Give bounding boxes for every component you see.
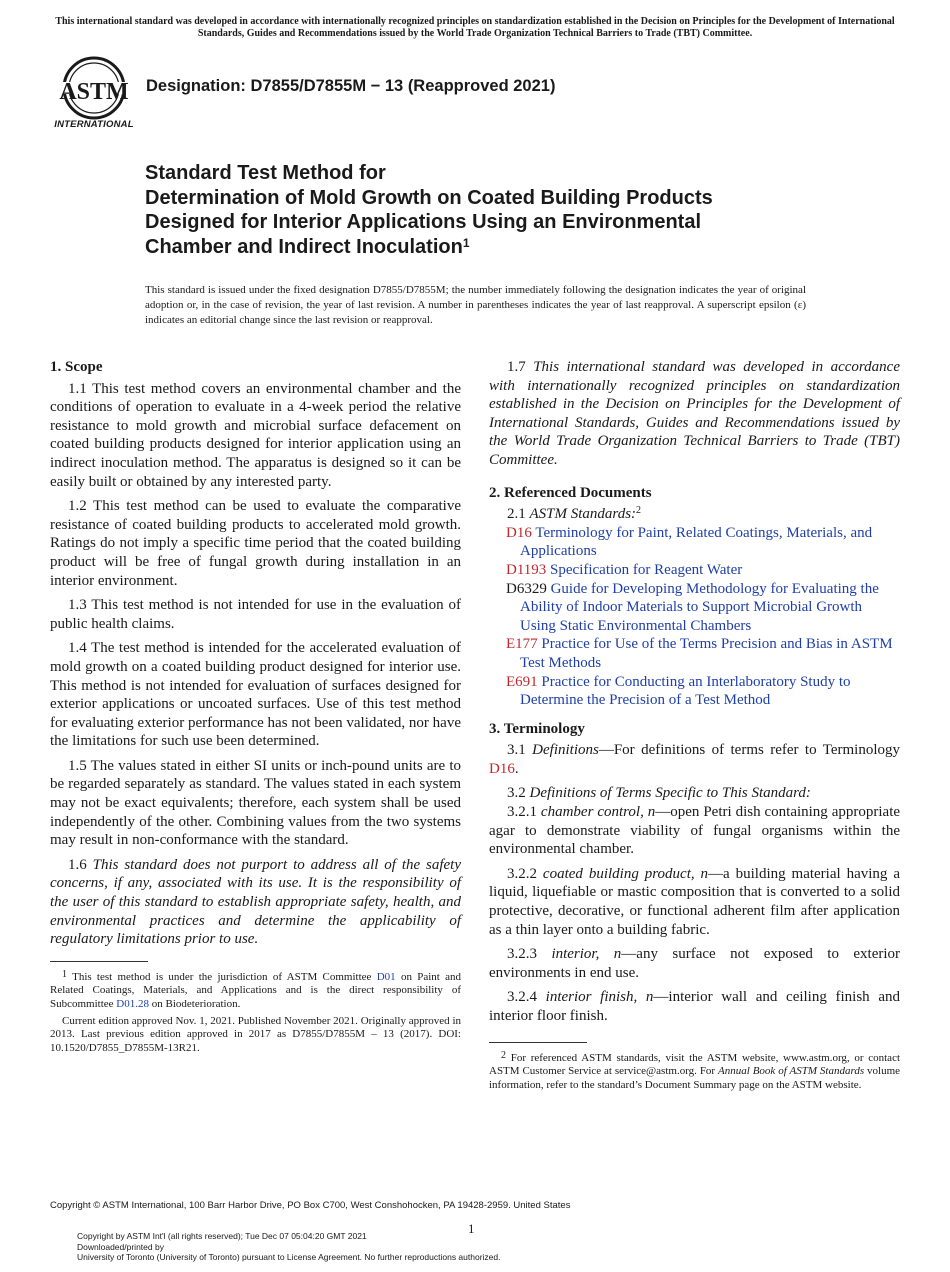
terminology-heading: 3. Terminology: [489, 720, 585, 737]
definition-num: 3.2.1: [507, 804, 537, 821]
definition-text: —interior wall and ceiling finish and interior floor finish.: [489, 989, 900, 1024]
definition-num: 3.2.4: [507, 989, 537, 1006]
designation: Designation: D7855/D7855M − 13 (Reapproved 2021): [146, 77, 556, 95]
definition-text: —any surface not exposed to exterior environments in end use.: [489, 946, 901, 981]
definition-num: 3.2.3: [507, 946, 537, 963]
terminology-3-1: [489, 741, 900, 778]
reference-code-link[interactable]: E177: [506, 636, 538, 653]
page-number: 1: [468, 1221, 475, 1236]
footnote-divider: [489, 1042, 587, 1043]
reference-title-link[interactable]: Specification for Reagent Water: [550, 561, 743, 578]
terminology-3-1-term: Definitions: [532, 742, 599, 759]
definition-num: 3.2.2: [507, 865, 537, 882]
reference-title-link[interactable]: Practice for Use of the Terms Precision and Bias in ASTM Test Methods: [520, 636, 893, 671]
logo-text: ASTM: [59, 79, 129, 105]
right-column: [489, 358, 900, 1095]
scope-1-1: 1.1 This test method covers an environmental chamber and the conditions of operation to evaluate in a 4-week period the relative resistance to mold growth and microbial surface defacement on coated building products designed for interior application using an indirect inoculation method. The apparatus is designed so it can be easily built or obtained by any interested party.: [50, 380, 461, 490]
footnote-2: [489, 1049, 901, 1093]
footnote-1-mark: 1: [62, 968, 67, 980]
definition-term: coated building product, n: [542, 865, 709, 882]
scope-heading: 1. Scope: [50, 359, 103, 375]
definition-3-2-2: [489, 865, 900, 939]
astm-logo-icon: [54, 55, 134, 121]
logo-label: INTERNATIONAL: [54, 119, 134, 130]
title-line-2: Determination of Mold Growth on Coated Building Products: [145, 186, 713, 209]
footnote-1-b: on Paint and Related Coatings, Materials, and Applications and is the direct responsibility of Subcommittee: [50, 970, 462, 1010]
definition-3-2-1: [489, 803, 900, 859]
top-notice: This international standard was developed in accordance with internationally recognized principles on standardization established in the Decision on Principles for the Development of International Standards, Guides and Recommendations issued by the World Trade Organization Technical Barriers to Trade (TBT) Committee.: [55, 16, 895, 39]
definition-term: chamber control, n: [540, 804, 656, 821]
scope-1-4: 1.4 The test method is intended for the accelerated evaluation of mold growth on a coated building product designed for interior use. This method is not intended for evaluation of surfaces designed for exterior applications or uncoated surfaces. Use of this test method for evaluating exterior performance has not been validated, nor have the limitations for such use been determined.: [50, 640, 461, 750]
title-line-1: Standard Test Method for: [145, 162, 386, 184]
definition-term: interior, n: [551, 946, 622, 963]
scope-1-3: 1.3 This test method is not intended for use in the evaluation of public health claims.: [50, 597, 461, 632]
reference-code: D6329: [506, 580, 547, 597]
terminology-3-2: [489, 784, 900, 803]
reference-title-link[interactable]: Guide for Developing Methodology for Evaluating the Ability of Indoor Materials to Support Microbial Growth Using Static Environmental Chambers: [520, 580, 879, 634]
definition-term: interior finish, n: [545, 989, 654, 1006]
reference-code-link[interactable]: E691: [506, 673, 538, 690]
refdocs-intro-mark: 2: [636, 505, 642, 517]
footnote-2-mark: 2: [501, 1049, 506, 1061]
reference-item: [489, 580, 900, 636]
reference-title-link[interactable]: Practice for Conducting an Interlaboratory Study to Determine the Precision of a Test Method: [520, 673, 851, 709]
scope-1-7-text: This international standard was developed in accordance with internationally recognized principles on standardization established in the Decision on Principles for the Development of International Standards, Guides and Recommendations issued by the World Trade Organization Technical Barriers to Trade (TBT) Committee.: [489, 359, 900, 468]
scope-1-2: 1.2 This test method can be used to evaluate the comparative resistance of coated building products to accelerated mold growth. Ratings do not imply a specific time period that the coated building product will be free of fungal growth during installation in an interior environment.: [50, 498, 461, 589]
scope-1-6-num: 1.6: [68, 856, 87, 873]
left-column: [50, 358, 461, 1058]
scope-1-7: [489, 358, 900, 470]
title-line-4: [145, 235, 845, 260]
footnote-2-italic: Annual Book of ASTM Standards: [718, 1065, 865, 1078]
reference-item: [489, 635, 900, 672]
definition-text: —open Petri dish containing appropriate agar to demonstrate viability of fungal organisms within the environmental chamber.: [489, 804, 901, 858]
download-notice: [77, 1231, 501, 1263]
terminology-3-2-text: Definitions of Terms Specific to This Standard:: [529, 785, 811, 802]
scope-1-6-text: This standard does not purport to address all of the safety concerns, if any, associated with its use. It is the responsibility of the user of this standard to establish appropriate safety, health, and environmental practices and determine the applicability of regulatory limitations prior to use.: [50, 856, 462, 948]
refdocs-intro-num: 2.1: [507, 506, 526, 523]
terminology-3-1-end: .: [514, 760, 519, 777]
reference-item: [489, 524, 900, 561]
definition-text: —a building material having a liquid, liquefiable or mastic composition that is converted to a solid protective, decorative, or functional adherent film after application as a thin layer onto a building fabric.: [489, 865, 900, 938]
footnote-2-b: volume information, refer to the standard’s Document Summary page on the ASTM website.: [489, 1065, 901, 1091]
scope-1-6: [50, 856, 461, 949]
footnote-1-a: This test method is under the jurisdiction of ASTM Committee: [72, 970, 372, 983]
definition-3-2-4: [489, 988, 900, 1025]
footnote-1: [50, 968, 462, 1012]
title-footnote-mark: 1: [462, 235, 470, 250]
committee-link[interactable]: D01: [376, 970, 396, 983]
document-title: [145, 161, 845, 259]
download-line-1: Copyright by ASTM Int'l (all rights reserved); Tue Dec 07 05:04:20 GMT 2021: [77, 1231, 367, 1241]
refdocs-intro: [489, 505, 900, 524]
copyright-line: Copyright © ASTM International, 100 Barr Harbor Drive, PO Box C700, West Conshohocken, PA 19428-2959. United States: [50, 1200, 571, 1211]
reference-title-link[interactable]: Terminology for Paint, Related Coatings, Materials, and Applications: [520, 524, 873, 560]
refdocs-heading: 2. Referenced Documents: [489, 484, 652, 501]
download-line-2: Downloaded/printed by: [77, 1241, 164, 1252]
title-line-3: Designed for Interior Applications Using an Environmental: [145, 211, 701, 233]
reference-item: [489, 561, 900, 580]
download-line-3: University of Toronto (University of Toronto) pursuant to License Agreement. No further reproductions authorized.: [77, 1252, 501, 1262]
refdocs-intro-text: ASTM Standards:: [529, 506, 637, 523]
definition-3-2-3: [489, 945, 900, 982]
reference-item: [489, 673, 900, 710]
reference-list: [489, 524, 900, 710]
reference-code-link[interactable]: D1193: [506, 561, 547, 578]
footnote-2-a: For referenced ASTM standards, visit the ASTM website, www.astm.org, or contact ASTM Customer Service at service@astm.org. For: [489, 1051, 901, 1078]
footnote-divider: [50, 961, 148, 962]
subcommittee-link[interactable]: D01.28: [116, 998, 149, 1010]
terminology-3-1-text: —For definitions of terms refer to Terminology: [598, 742, 900, 759]
footnote-1-c: on Biodeterioration.: [151, 998, 241, 1010]
scope-1-7-num: 1.7: [507, 359, 526, 375]
terminology-d16-link[interactable]: D16: [489, 760, 515, 777]
scope-1-5: 1.5 The values stated in either SI units or inch-pound units are to be regarded separately as standard. The values stated in each system may not be exact equivalents; therefore, each system shall be used independently of the other. Combining values from the two systems may result in non-conformance with the standard.: [50, 757, 461, 849]
terminology-3-1-num: 3.1: [507, 742, 526, 759]
issue-note: This standard is issued under the fixed designation D7855/D7855M; the number immediately following the designation indicates the year of original adoption or, in the case of revision, the year of last revision. A number in parentheses indicates the year of last reapproval. A superscript epsilon (ε) indicates an editorial change since the last revision or reapproval.: [145, 284, 806, 326]
title-line-4-text: Chamber and Indirect Inoculation: [145, 235, 463, 258]
footnote-1-edition: Current edition approved Nov. 1, 2021. Published November 2021. Originally approved in 2013. Last previous edition approved in 2017 as D7855/D7855M – 13 (2017). DOI: 10.1520/D7855_D7855M-13R21.: [50, 1014, 461, 1054]
reference-code-link[interactable]: D16: [506, 524, 532, 541]
terminology-3-2-num: 3.2: [507, 785, 526, 802]
